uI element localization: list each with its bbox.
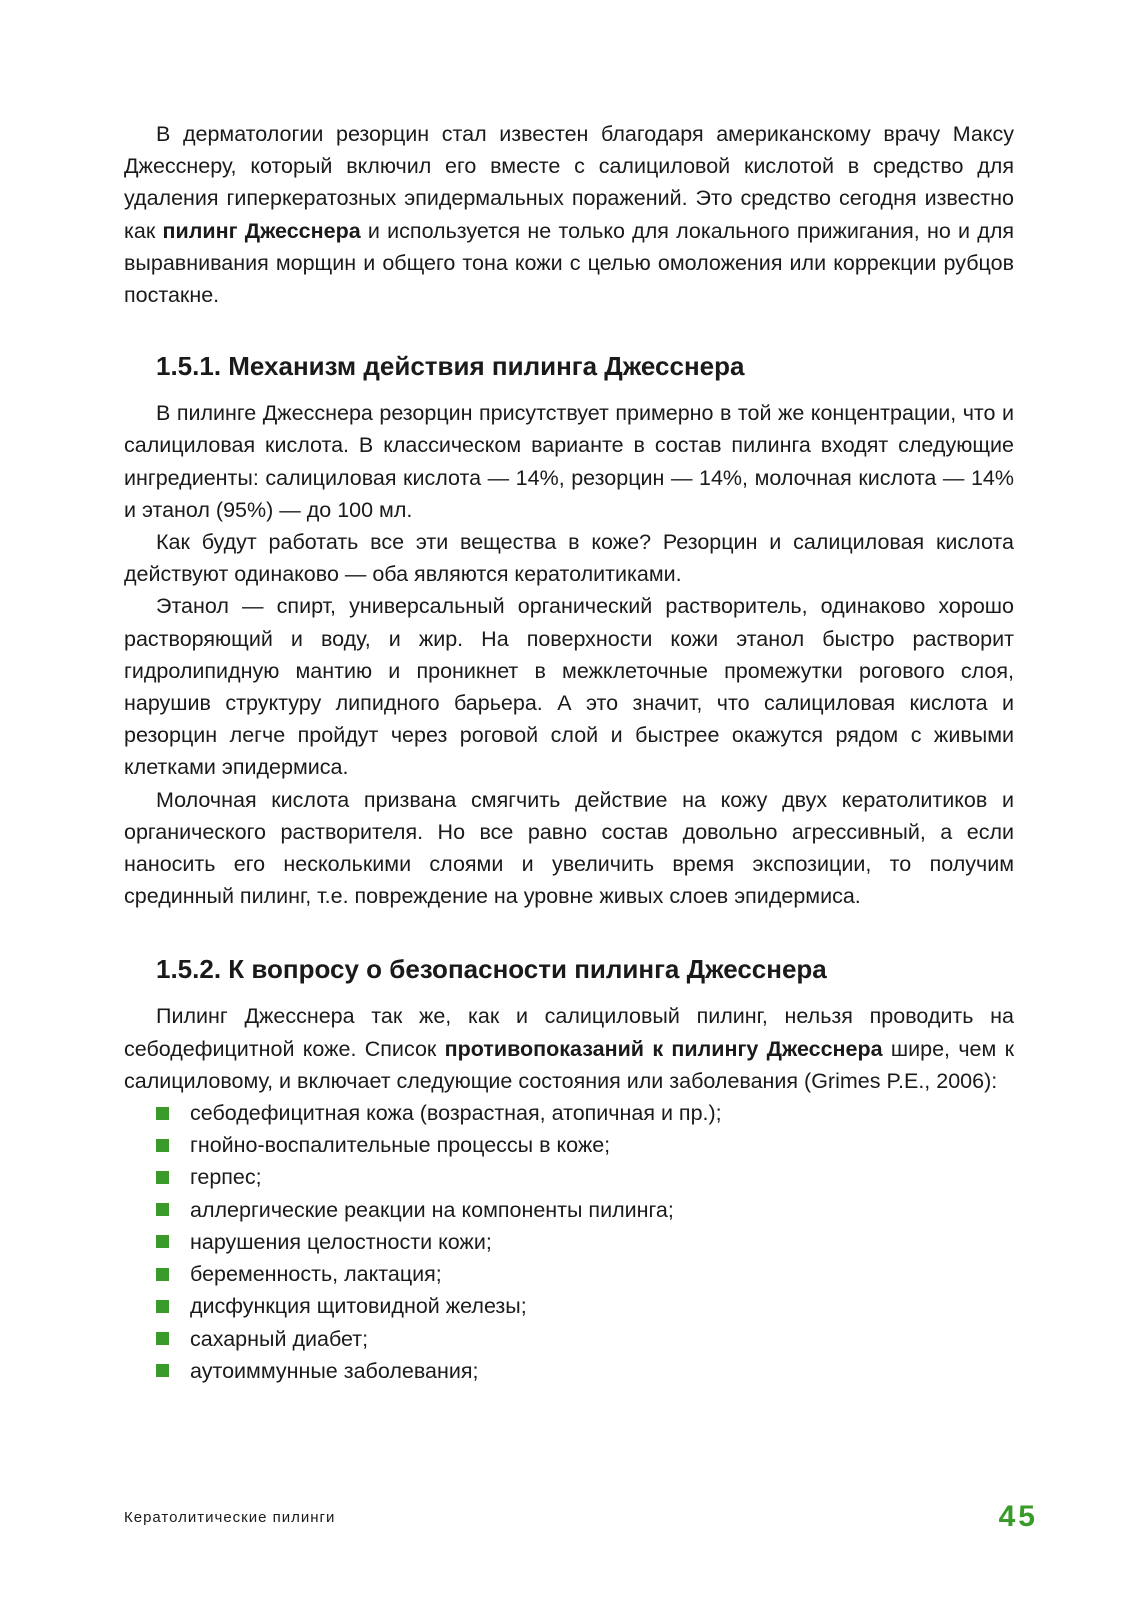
list-item [156, 1226, 1014, 1258]
list-item [156, 1258, 1014, 1290]
list-item [156, 1355, 1014, 1387]
list-item-text: себодефицитная кожа (возрастная, атопичная и пр.); [190, 1101, 722, 1126]
list-item-text: аллергические реакции на компоненты пилинга; [190, 1197, 674, 1222]
square-bullet-icon [156, 1268, 169, 1281]
mechanism-paragraph-1: В пилинге Джесснера резорцин присутствует примерно в той же концентрации, что и салициловая кислота. В классическом варианте в состав пилинга входят следующие ингредиенты: салициловая кислота — 14%, резорцин — 14%, молочная кислота — 14% и этанол (95%) — до 100 мл. [124, 401, 1014, 522]
square-bullet-icon [156, 1139, 169, 1152]
list-item-text: дисфункция щитовидной железы; [190, 1294, 527, 1319]
list-item [156, 1290, 1014, 1322]
square-bullet-icon [156, 1171, 169, 1184]
list-item-text: герпес; [190, 1165, 262, 1190]
list-item [156, 1097, 1014, 1129]
list-item [156, 1194, 1014, 1226]
intro-text-2: и используется не только для локального прижигания, но и для выравнивания морщин и общего тона кожи с целью омоложения или коррекции рубцов постакне. [124, 218, 1014, 308]
section-heading-1-5-1: 1.5.1. Механизм действия пилинга Джесснера [156, 351, 745, 382]
intro-paragraph [124, 118, 1014, 311]
list-item-text: нарушения целостности кожи; [190, 1229, 492, 1254]
list-item-text: гнойно-воспалительные процессы в коже; [190, 1133, 611, 1158]
list-item [156, 1161, 1014, 1193]
square-bullet-icon [156, 1364, 169, 1377]
safety-text-1: Пилинг Джесснера так же, как и салициловый пилинг, нельзя проводить на себодефицитной коже. Список [124, 1004, 1014, 1061]
square-bullet-icon [156, 1300, 169, 1313]
mechanism-paragraph-4: Молочная кислота призвана смягчить действие на кожу двух кератолитиков и органического растворителя. Но все равно состав довольно агрессивный, а если наносить его несколькими слоями и увеличить время экспозиции, то получим срединный пилинг, т.е. повреждение на уровне живых слоев эпидермиса. [124, 787, 1014, 909]
page-number: 45 [998, 1500, 1038, 1533]
safety-bold-term: противопоказаний к пилингу Джесснера [444, 1036, 883, 1061]
list-item [156, 1129, 1014, 1161]
contraindications-list [124, 1097, 1014, 1387]
page-content [124, 118, 1014, 1387]
square-bullet-icon [156, 1107, 169, 1120]
square-bullet-icon [156, 1235, 169, 1248]
list-item-text: сахарный диабет; [190, 1326, 369, 1351]
safety-paragraph [124, 1000, 1014, 1097]
square-bullet-icon [156, 1203, 169, 1216]
mechanism-paragraph-2: Как будут работать все эти вещества в коже? Резорцин и салициловая кислота действуют одинаково — оба являются кератолитиками. [124, 530, 1014, 587]
list-item [156, 1323, 1014, 1355]
intro-bold-term: пилинг Джесснера [162, 218, 361, 243]
square-bullet-icon [156, 1332, 169, 1345]
list-item-text: беременность, лактация; [190, 1262, 442, 1287]
section-heading-1-5-2: 1.5.2. К вопросу о безопасности пилинга Джесснера [156, 954, 827, 985]
safety-text-2: шире, чем к салициловому, и включает следующие состояния или заболевания (Grimes P.E., 2006): [124, 1036, 1014, 1093]
mechanism-paragraph-3: Этанол — спирт, универсальный органический растворитель, одинаково хорошо растворяющий и воду, и жир. На поверхности кожи этанол быстро растворит гидролипидную мантию и проникнет в межклеточные промежутки рогового слоя, нарушив структуру липидного барьера. А это значит, что салициловая кислота и резорцин легче пройдут через роговой слой и быстрее окажутся рядом с живыми клетками эпидермиса. [124, 594, 1014, 780]
footer-book-title: Кератолитические пилинги [124, 1509, 336, 1526]
intro-text-1: В дерматологии резорцин стал известен благодаря американскому врачу Максу Джесснеру, который включил его вместе с салициловой кислотой в средство для удаления гиперкератозных эпидермальных поражений. Это средство сегодня известно как [124, 122, 1014, 243]
list-item-text: аутоиммунные заболевания; [190, 1358, 479, 1383]
